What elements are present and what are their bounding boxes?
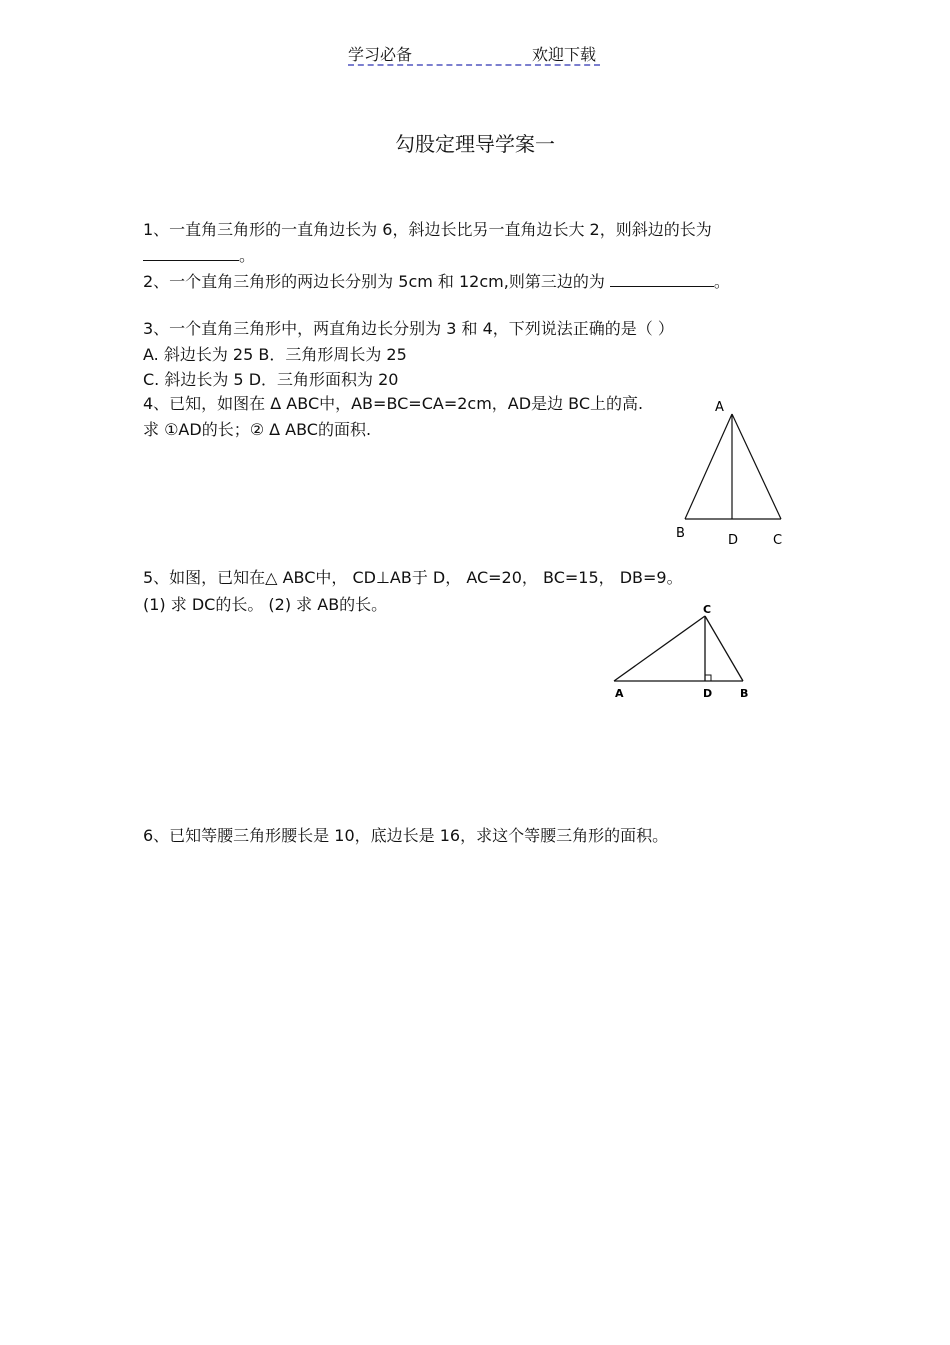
label-a: A <box>715 400 724 415</box>
question-1-answer-line <box>143 244 255 266</box>
question-1-end: 。 <box>239 246 256 265</box>
question-3-options-cd: C. 斜边长为 5 D．三角形面积为 20 <box>143 370 399 389</box>
label-c: C <box>703 603 712 616</box>
label-b: B <box>740 687 749 700</box>
triangle-acb-lines <box>614 616 743 681</box>
question-1-text: 1、一直角三角形的一直角边长为 6，斜边长比另一直角边长大 2，则斜边的长为 <box>143 220 712 239</box>
question-5-stem: 5、如图，已知在△ ABC中， CD⊥AB于 D， AC=20， BC=15， DB=9。 <box>143 568 683 587</box>
question-4-ask: 求 ①AD的长；② Δ ABC的面积. <box>143 420 372 439</box>
question-3-options-ab: A. 斜边长为 25 B．三角形周长为 25 <box>143 345 407 364</box>
header-right-text: 欢迎下载 <box>531 45 596 64</box>
question-6: 6、已知等腰三角形腰长是 10，底边长是 16，求这个等腰三角形的面积。 <box>143 826 669 845</box>
side-ac <box>614 616 705 681</box>
page-header <box>348 40 600 66</box>
label-a: A <box>615 687 624 700</box>
side-ab <box>685 414 732 519</box>
label-d: D <box>728 533 739 548</box>
label-b: B <box>676 526 685 541</box>
question-2-text: 2、一个直角三角形的两边长分别为 5cm 和 12cm,则第三边的为 <box>143 272 610 291</box>
question-4-stem: 4、已知，如图在 Δ ABC中，AB=BC=CA=2cm，AD是边 BC上的高. <box>143 394 644 413</box>
right-angle-mark <box>705 675 711 681</box>
label-c: C <box>773 533 783 548</box>
question-1 <box>143 220 712 240</box>
header-left-text: 学习必备 <box>348 45 413 64</box>
equilateral-triangle-figure <box>668 392 798 552</box>
right-triangle-figure <box>606 600 766 705</box>
triangle-abc-lines <box>685 414 781 519</box>
question-2 <box>143 270 730 292</box>
question-5-ask: (1) 求 DC的长。 (2) 求 AB的长。 <box>143 595 388 614</box>
question-3-stem: 3、一个直角三角形中，两直角边长分别为 3 和 4，下列说法正确的是（ ） <box>143 319 674 338</box>
side-ac <box>732 414 781 519</box>
side-cb <box>705 616 743 681</box>
question-2-end: 。 <box>713 272 730 291</box>
label-d: D <box>703 687 713 700</box>
answer-blank[interactable] <box>143 244 239 261</box>
answer-blank[interactable] <box>610 270 714 287</box>
page-title: 勾股定理导学案一 <box>395 132 555 156</box>
